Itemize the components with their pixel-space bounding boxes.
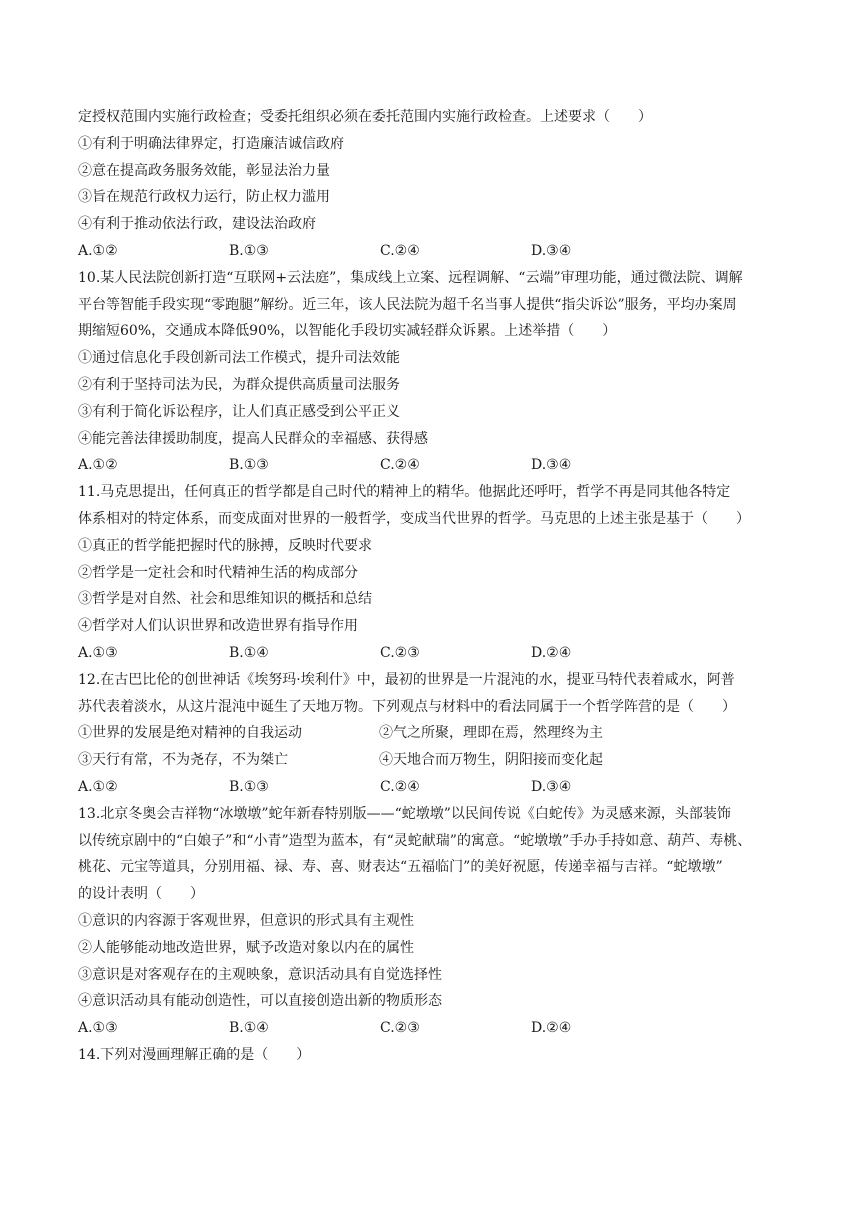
option-c: C.②④ [380, 242, 420, 259]
answer-options [78, 1015, 790, 1042]
question-stem: 14.下列对漫画理解正确的是（ ） [78, 1046, 311, 1063]
statement-3: ③哲学是对自然、社会和思维知识的概括和总结 [78, 591, 372, 608]
option-d: D.③④ [531, 242, 572, 259]
question-stem-line: 13.北京冬奥会吉祥物“冰墩墩”蛇年新春特别版——“蛇墩墩”以民间传说《白蛇传》为灵感来源，头部装饰 [78, 805, 731, 822]
question-stem-line: 的设计表明（ ） [78, 886, 204, 903]
statement-4: ④天地合而万物生，阴阳接而变化起 [379, 752, 603, 769]
question-12 [78, 667, 790, 801]
question-stem-line: 以传统京剧中的“白娘子”和“小青”造型为蓝本，有“灵蛇献瑞”的寓意。“蛇墩墩”手办手持如意、葫芦、寿桃、 [78, 832, 752, 849]
statement-1: ①世界的发展是绝对精神的自我运动 [78, 725, 302, 742]
option-c: C.②④ [380, 457, 420, 474]
question-14 [78, 1042, 790, 1069]
statement-1: ①有利于明确法律界定，打造廉洁诚信政府 [78, 135, 344, 152]
statement-4: ④意识活动具有能动创造性，可以直接创造出新的物质形态 [78, 993, 442, 1010]
statement-1: ①通过信息化手段创新司法工作模式，提升司法效能 [78, 350, 400, 367]
option-a: A.①② [78, 457, 118, 474]
option-c: C.②③ [380, 644, 420, 661]
question-stem-line: 12.在古巴比伦的创世神话《埃努玛·埃利什》中，最初的世界是一片混沌的水，提亚马特代表着咸水，阿普 [78, 671, 735, 688]
option-b: B.①④ [229, 1020, 269, 1037]
option-a: A.①③ [78, 1020, 118, 1037]
statement-2: ②哲学是一定社会和时代精神生活的构成部分 [78, 564, 358, 581]
statement-3: ③意识是对客观存在的主观映象，意识活动具有自觉选择性 [78, 966, 442, 983]
option-a: A.①③ [78, 644, 118, 661]
statement-2: ②人能够能动地改造世界，赋予改造对象以内在的属性 [78, 939, 414, 956]
statement-2: ②气之所聚，理即在焉，然理终为主 [379, 725, 603, 742]
answer-options [78, 774, 790, 801]
question-stem-line: 平台等智能手段实现“零跑腿”解纷。近三年，该人民法院为超千名当事人提供“指尖诉讼”服务，平均办案周 [78, 296, 737, 313]
option-d: D.③④ [531, 778, 572, 795]
question-stem-line: 体系相对的特定体系，而变成面对世界的一般哲学，变成当代世界的哲学。马克思的上述主张是基于（ ） [78, 510, 750, 527]
option-b: B.①④ [229, 644, 269, 661]
question-stem-line: 11.马克思提出，任何真正的哲学都是自己时代的精神上的精华。他据此还呼吁，哲学不再是同其他各特定 [78, 484, 731, 501]
question-13 [78, 801, 790, 1042]
option-d: D.②④ [531, 644, 572, 661]
statement-4: ④哲学对人们认识世界和改造世界有指导作用 [78, 618, 358, 635]
statement-4: ④有利于推动依法行政，建设法治政府 [78, 216, 316, 233]
statement-1: ①真正的哲学能把握时代的脉搏，反映时代要求 [78, 537, 372, 554]
question-9 [78, 104, 790, 265]
statement-1: ①意识的内容源于客观世界，但意识的形式具有主观性 [78, 912, 414, 929]
statement-3: ③旨在规范行政权力运行，防止权力滥用 [78, 189, 330, 206]
question-stem-line: 10.某人民法院创新打造“互联网+云法庭”，集成线上立案、远程调解、“云端”审理功能，通过微法院、调解 [78, 269, 743, 286]
statement-row [78, 747, 790, 774]
option-a: A.①② [78, 242, 118, 259]
statement-3: ③有利于简化诉讼程序，让人们真正感受到公平正义 [78, 403, 400, 420]
statement-4: ④能完善法律援助制度，提高人民群众的幸福感、获得感 [78, 430, 428, 447]
option-b: B.①③ [229, 457, 269, 474]
option-c: C.②④ [380, 778, 420, 795]
option-c: C.②③ [380, 1020, 420, 1037]
answer-options [78, 452, 790, 479]
statement-row [78, 720, 790, 747]
question-stem-line: 苏代表着淡水，从这片混沌中诞生了天地万物。下列观点与材料中的看法同属于一个哲学阵营的是（ ） [78, 698, 736, 715]
question-stem: 定授权范围内实施行政检查；受委托组织必须在委托范围内实施行政检查。上述要求（ ） [78, 109, 652, 125]
question-11 [78, 479, 790, 667]
option-b: B.①③ [229, 778, 269, 795]
answer-options [78, 640, 790, 667]
statement-3: ③天行有常，不为尧存，不为桀亡 [78, 752, 288, 769]
option-a: A.①② [78, 778, 118, 795]
option-d: D.②④ [531, 1020, 572, 1037]
question-stem-line: 桃花、元宝等道具，分别用福、禄、寿、喜、财表达“五福临门”的美好祝愿，传递幸福与吉祥。“蛇墩墩” [78, 859, 723, 876]
question-stem-line: 期缩短60%，交通成本降低90%，以智能化手段切实减轻群众诉累。上述举措（ ） [78, 323, 617, 340]
exam-page [78, 104, 790, 1069]
statement-2: ②意在提高政务服务效能，彰显法治力量 [78, 162, 330, 179]
option-b: B.①③ [229, 242, 269, 259]
option-d: D.③④ [531, 457, 572, 474]
answer-options [78, 238, 790, 265]
question-10 [78, 265, 790, 479]
statement-2: ②有利于坚持司法为民，为群众提供高质量司法服务 [78, 376, 400, 393]
